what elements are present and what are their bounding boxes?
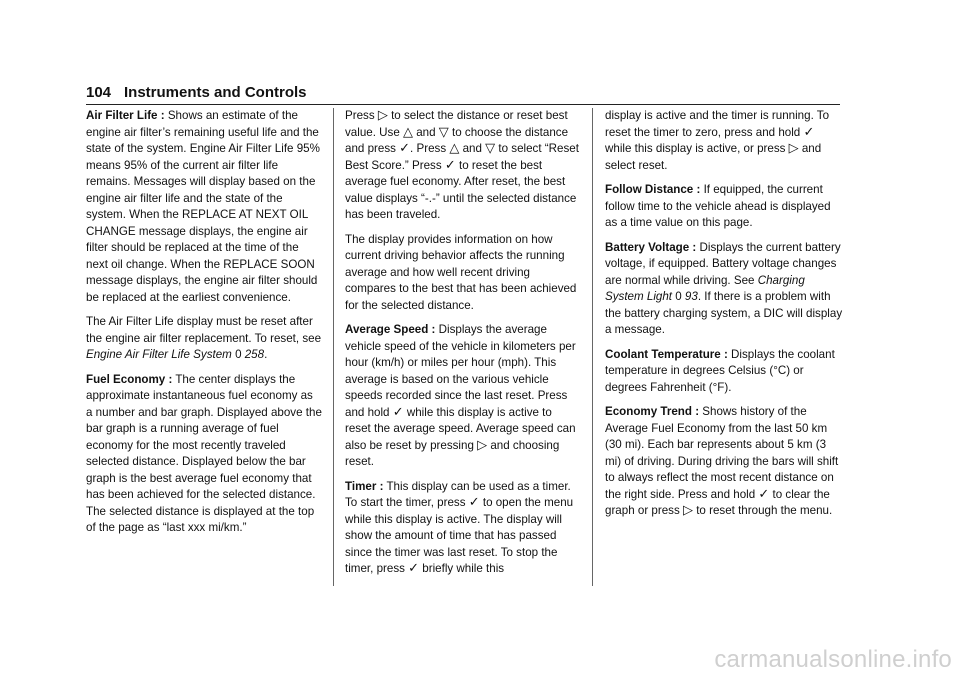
term-average-speed: Average Speed : xyxy=(345,323,436,336)
column-right xyxy=(605,108,843,528)
cross-reference-page[interactable]: 93 xyxy=(684,290,698,303)
paragraph-text: to select “Reset Best Score.” Press xyxy=(345,142,579,172)
paragraph-text: to open the menu while this display is active. The display will show the amount of time that has passed since the timer was last reset. To stop the timer, press xyxy=(345,496,574,575)
check-icon: ✓ xyxy=(803,124,815,140)
paragraph-text: and xyxy=(413,125,439,139)
term-air-filter-life: Air Filter Life : xyxy=(86,109,165,122)
paragraph-text: to reset the best average fuel economy. After reset, the best value displays “-.-” until the selected distance has been traveled. xyxy=(345,158,577,221)
term-timer: Timer : xyxy=(345,479,384,493)
paragraph-text: . Press xyxy=(410,142,450,155)
term-battery-voltage: Battery Voltage : xyxy=(605,240,697,254)
check-icon: ✓ xyxy=(392,404,404,420)
right-arrow-icon: ▷ xyxy=(682,503,693,518)
paragraph-fuel-economy-controls xyxy=(345,108,579,224)
paragraph-text: to clear the graph or press xyxy=(605,487,830,517)
check-icon: ✓ xyxy=(408,561,420,576)
paragraph-text: Shows history of the Average Fuel Economy from the last 50 km (30 mi). Each bar represents about 5 km (3 mi) of driving. During driving the bars will shift to always reflect the most recent distance on the right side. Press and hold xyxy=(605,405,839,501)
paragraph-text: to choose the distance and press xyxy=(345,125,569,155)
paragraph-text: . If there is a problem with the battery charging system, a DIC will display a message. xyxy=(605,290,843,336)
paragraph-fuel-economy xyxy=(86,372,322,537)
paragraph-air-filter-reset xyxy=(86,314,322,364)
header-rule xyxy=(86,104,840,105)
column-divider xyxy=(333,108,334,586)
page-pointer-icon: 0 xyxy=(231,348,245,361)
term-follow-distance: Follow Distance : xyxy=(605,183,701,196)
page-pointer-icon: 0 xyxy=(672,290,685,303)
paragraph-text: Displays the coolant temperature in degrees Celsius (°C) or degrees Fahrenheit (°F). xyxy=(605,347,835,394)
down-arrow-icon: ▽ xyxy=(438,124,449,140)
paragraph-text: If equipped, the current follow time to the vehicle ahead is displayed as a time value on this page. xyxy=(605,183,831,229)
page-number: 104 xyxy=(86,84,112,101)
paragraph-timer xyxy=(345,479,579,578)
paragraph-text: This display can be used as a timer. To start the timer, press xyxy=(345,479,571,509)
paragraph-follow-distance xyxy=(605,182,843,232)
paragraph-text: and choosing reset. xyxy=(345,438,560,468)
paragraph-economy-trend xyxy=(605,404,843,520)
page-header xyxy=(86,84,840,106)
paragraph-timer-continued xyxy=(605,108,843,174)
cross-reference-link[interactable]: Engine Air Filter Life System xyxy=(86,348,232,361)
right-arrow-icon: ▷ xyxy=(377,108,388,123)
check-icon: ✓ xyxy=(444,157,456,173)
section-title: Instruments and Controls xyxy=(124,84,307,101)
paragraph-text: to select the distance or reset best value. Use xyxy=(345,109,568,139)
paragraph-text: . xyxy=(264,348,268,361)
paragraph-text: The center displays the approximate instantaneous fuel economy as a number and bar graph. Displayed above the bar graph is a running average of fuel economy for the most recently traveled selected distance. Displayed below the bar graph is the best average fuel economy that has been achieved for the selected distance. The selected distance is displayed at the top of the page as “last xxx mi/km.” xyxy=(86,372,322,534)
paragraph-coolant-temperature xyxy=(605,347,843,397)
up-arrow-icon: △ xyxy=(449,141,460,156)
term-economy-trend: Economy Trend : xyxy=(605,405,700,418)
paragraph-text: while this display is active, or press xyxy=(605,142,789,155)
paragraph-text: Displays the average vehicle speed of the vehicle in kilometers per hour (km/h) or miles per hour (mph). This average is based on the various vehicle speeds recorded since the last reset. Press and hold xyxy=(345,323,576,419)
term-fuel-economy: Fuel Economy : xyxy=(86,372,173,386)
up-arrow-icon: △ xyxy=(403,124,413,140)
paragraph-text: The Air Filter Life display must be reset after the engine air filter replacement. To reset, see xyxy=(86,315,322,345)
paragraph-average-speed xyxy=(345,322,579,471)
check-icon: ✓ xyxy=(399,141,411,156)
right-arrow-icon: ▷ xyxy=(477,437,488,453)
term-coolant-temperature: Coolant Temperature : xyxy=(605,347,728,361)
watermark: carmanualsonline.info xyxy=(714,646,952,673)
paragraph-text: display is active and the timer is running. To reset the timer to zero, press and hold xyxy=(605,109,830,139)
paragraph-text: to reset through the menu. xyxy=(692,504,833,517)
column-divider xyxy=(592,108,593,586)
column-middle xyxy=(345,108,579,586)
paragraph-air-filter-life xyxy=(86,108,322,306)
paragraph-text: briefly while this xyxy=(419,562,505,575)
paragraph-battery-voltage xyxy=(605,240,843,339)
check-icon: ✓ xyxy=(468,495,480,510)
check-icon: ✓ xyxy=(758,486,770,502)
column-left xyxy=(86,108,322,545)
paragraph-text: and select reset. xyxy=(605,142,822,172)
cross-reference-page[interactable]: 258 xyxy=(244,348,265,361)
paragraph-text: while this display is active to reset the average speed. Average speed can also be reset by pressing xyxy=(345,405,576,452)
paragraph-text: Shows an estimate of the engine air filter’s remaining useful life and the state of the system. Engine Air Filter Life 95% means 95% of the current air filter life remains. Messages will display based on the engine air filter life and the state of the system. When the REPLACE AT NEXT OIL CHANGE message displays, the engine air filter should be replaced at the time of the next oil change. When the REPLACE SOON message displays, the engine air filter should be replaced at the earliest convenience. xyxy=(86,109,320,304)
cross-reference-link[interactable]: Charging System Light xyxy=(605,273,805,303)
down-arrow-icon: ▽ xyxy=(485,141,496,156)
paragraph-text: Press xyxy=(345,109,378,122)
paragraph-display-info: The display provides information on how current driving behavior affects the running average and how well recent driving compares to the best that has been achieved for the selected distance. xyxy=(345,232,577,312)
paragraph-text: and xyxy=(459,142,486,155)
paragraph-text: Displays the current battery voltage, if equipped. Battery voltage changes are normal while driving. See xyxy=(605,240,841,287)
right-arrow-icon: ▷ xyxy=(788,141,799,156)
